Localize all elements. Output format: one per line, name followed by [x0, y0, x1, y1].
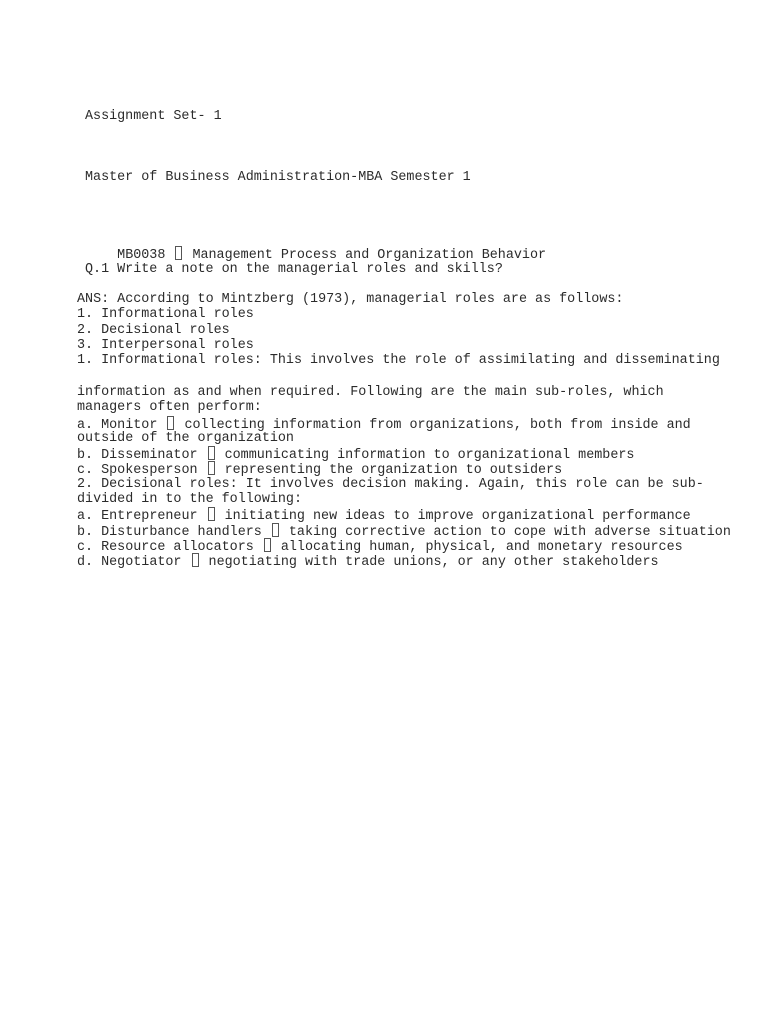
role-description: taking corrective action to cope with adverse situation [280, 524, 731, 540]
role-description: initiating new ideas to improve organizational performance [216, 509, 691, 525]
answer-line: 1. Informational roles: This involves the role of assimilating and disseminating [77, 353, 720, 369]
question-text: Q.1 Write a note on the managerial roles and skills? [85, 262, 503, 277]
role-description: representing the organization to outsiders [216, 463, 563, 479]
role-description: communicating information to organizational members [216, 448, 635, 464]
answer-line [77, 461, 731, 479]
missing-glyph-icon [208, 507, 215, 521]
answer-line: 3. Interpersonal roles [77, 337, 254, 353]
role-description: allocating human, physical, and monetary resources [272, 539, 683, 555]
answer-block-1 [77, 292, 720, 368]
answer-line [77, 446, 731, 464]
answer-line [77, 553, 731, 571]
missing-glyph-icon [208, 446, 215, 460]
role-name: a. Entrepreneur [77, 509, 206, 525]
answer-line: 1. Informational roles [77, 307, 254, 323]
role-name: b. Disseminator [77, 448, 206, 464]
role-name: d. Negotiator [77, 555, 190, 571]
answer-line: outside of the organization [77, 430, 294, 446]
answer-line: ANS: According to Mintzberg (1973), managerial roles are as follows: [77, 292, 624, 307]
answer-block-2 [77, 385, 731, 569]
answer-line [77, 523, 731, 538]
role-name: a. Monitor [77, 417, 166, 433]
answer-line [77, 507, 731, 525]
missing-glyph-icon [264, 538, 271, 552]
missing-glyph-icon [208, 461, 215, 475]
role-name: c. Resource allocators [77, 539, 262, 555]
answer-line: managers often perform: [77, 400, 262, 416]
missing-glyph-icon [167, 416, 174, 430]
answer-line [77, 416, 731, 431]
course-code: MB0038 [117, 248, 174, 264]
answer-line: divided in to the following: [77, 492, 302, 508]
missing-glyph-icon [272, 523, 279, 537]
answer-line: 2. Decisional roles [77, 322, 230, 338]
answer-line: information as and when required. Following are the main sub-roles, which [77, 385, 664, 400]
answer-line: 2. Decisional roles: It involves decision making. Again, this role can be sub- [77, 476, 704, 492]
missing-glyph-icon [175, 246, 182, 260]
course-title: Management Process and Organization Behavior [184, 248, 547, 264]
assignment-heading: Assignment Set- 1 [85, 109, 222, 124]
program-heading: Master of Business Administration-MBA Semester 1 [85, 170, 471, 185]
missing-glyph-icon [192, 553, 199, 567]
role-name: c. Spokesperson [77, 463, 206, 479]
answer-line [77, 538, 731, 553]
role-name: b. Disturbance handlers [77, 524, 270, 540]
role-description: negotiating with trade unions, or any other stakeholders [200, 555, 659, 571]
role-description: collecting information from organizations, both from inside and [176, 417, 691, 433]
